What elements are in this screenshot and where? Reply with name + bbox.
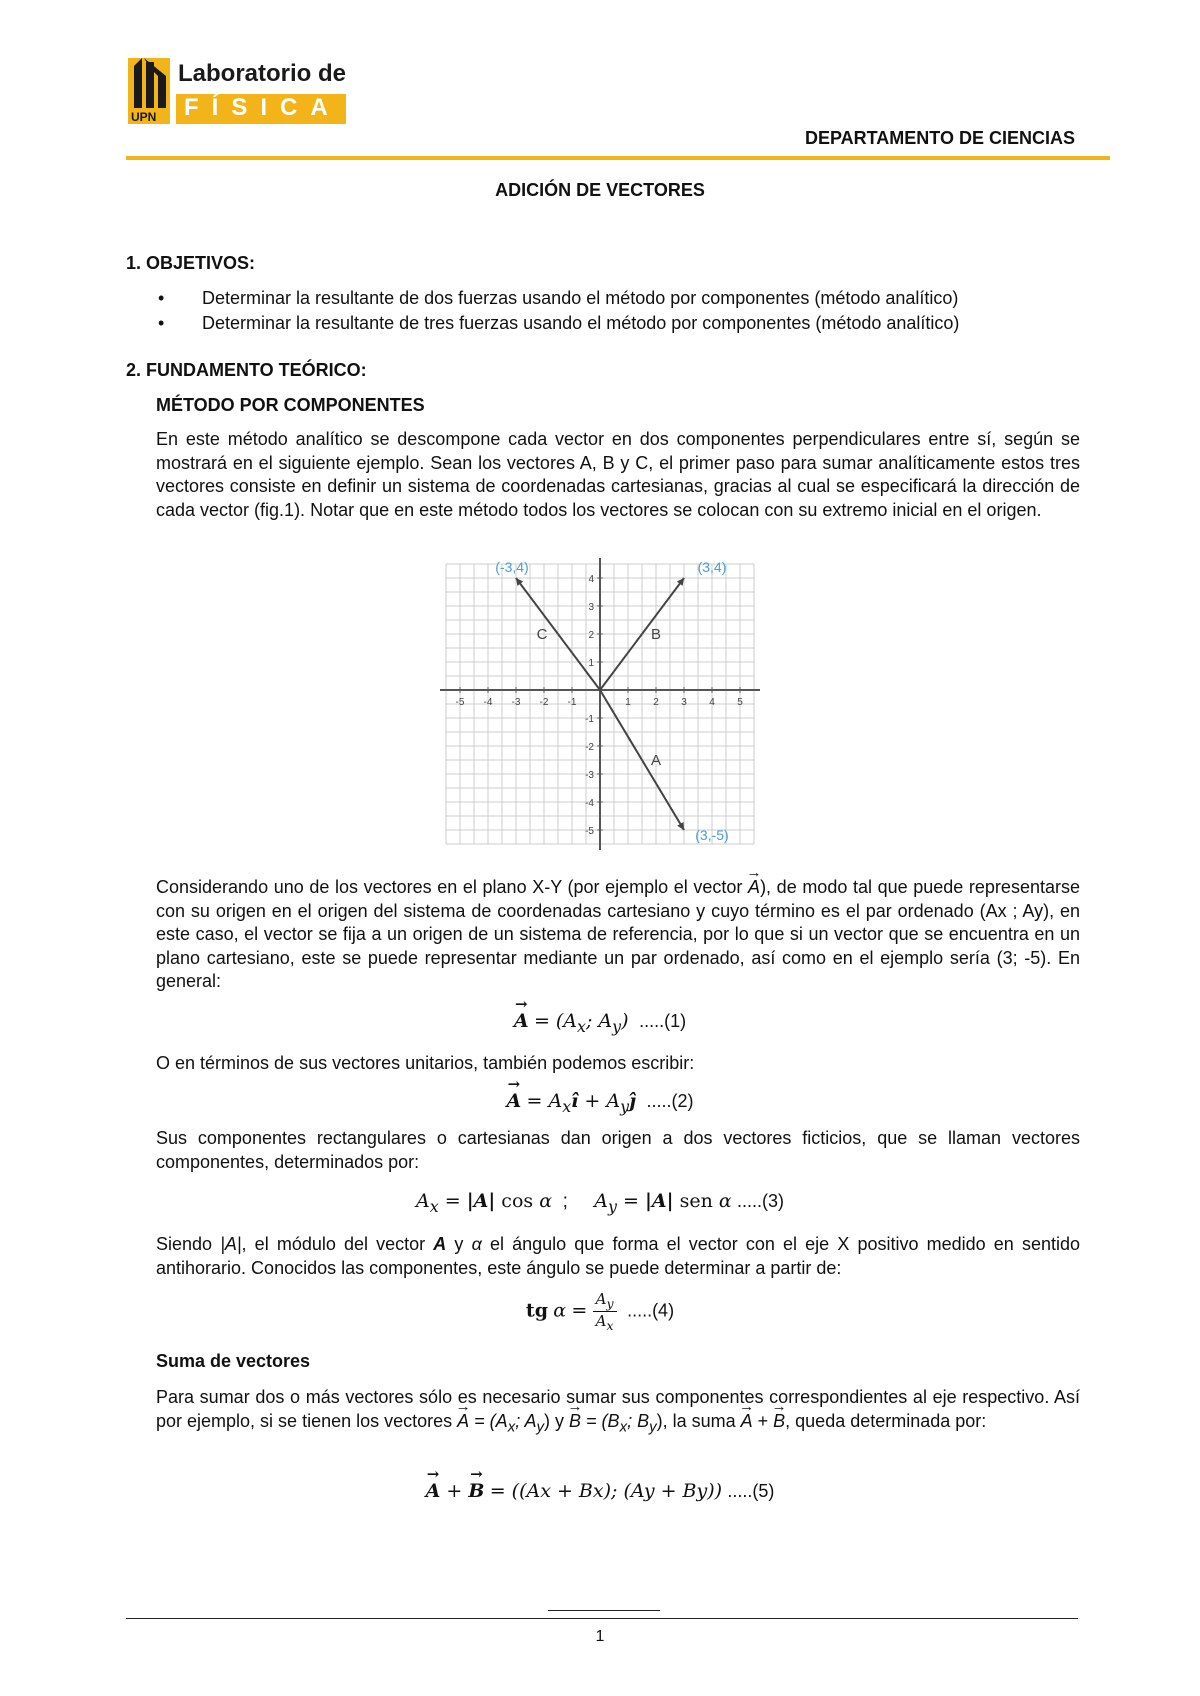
y-tick-label: -2 (585, 742, 594, 753)
logo-mark-text: UPN (131, 110, 157, 124)
x-tick-label: 5 (737, 697, 743, 708)
x-tick-label: 4 (709, 697, 715, 708)
equation-1: → $A = (A_x$; $A_y$) .....(1) (0, 1010, 1200, 1036)
x-tick-label: -3 (511, 697, 521, 708)
section-objetivos-heading: 1. OBJETIVOS: (126, 253, 256, 273)
y-tick-label: 3 (588, 602, 594, 613)
equation-2: → $A = A_xî$ + $A_yĵ$ .....(2) (0, 1090, 1200, 1116)
x-tick-label: -1 (567, 697, 577, 708)
page-title: ADICIÓN DE VECTORES (495, 180, 705, 200)
equation-5: → A + → B = ((Ax + Bx); (Ay + By)) .....(5) (0, 1480, 1200, 1503)
x-tick-label: 2 (653, 697, 659, 708)
paragraph-siendo: Siendo |A|, el módulo del vector A y α el ángulo que forma el vector con el eje X positivo medido en sentido antihorario. Conocidos las componentes, este ángulo se puede determinar a partir de: (156, 1234, 1080, 1278)
x-tick-label: -4 (483, 697, 493, 708)
vector-endpoint-label: (-3,4) (495, 559, 529, 575)
y-tick-label: -1 (585, 714, 594, 725)
vector-endpoint-label: (3,-5) (695, 827, 729, 843)
list-item: • Determinar la resultante de tres fuerzas usando el método por componentes (método analítico) (158, 313, 960, 333)
x-tick-label: 3 (681, 697, 687, 708)
paragraph-componentes: Sus componentes rectangulares o cartesianas dan origen a dos vectores ficticios, que se llaman vectores componentes, determinados por: (156, 1128, 1080, 1172)
page-number: 1 (595, 1628, 605, 1645)
paragraph-suma: Para sumar dos o más vectores sólo es necesario sumar sus componentes correspondientes al eje respectivo. Así por ejemplo, si se tienen los vectores → $A = (A_x$; $A_y$) $y \to B = (B_x$; $B_y$), la suma → A + → B, queda determinada por: (156, 1386, 1080, 1439)
x-tick-label: -2 (539, 697, 549, 708)
footer-divider (126, 1618, 1078, 1619)
paragraph-unitarios: O en términos de sus vectores unitarios, también podemos escribir: (156, 1053, 695, 1073)
paragraph-intro: En este método analítico se descompone cada vector en dos componentes perpendiculares entre sí, según se mostrará en el siguiente ejemplo. Sean los vectores A, B y C, el primer paso para sumar analíticamente estos tres vectores consiste en definir un sistema de coordenadas cartesianas, gracias al cual se especificará la dirección de cada vector (fig.1). Notar que en este método todos los vectores se colocan con su extremo inicial en el origen. (156, 429, 1080, 520)
y-tick-label: -5 (585, 826, 594, 837)
y-tick-label: 1 (588, 658, 594, 669)
y-tick-label: 4 (588, 574, 594, 585)
vector-chart (440, 558, 768, 850)
logo-title: Laboratorio de (178, 60, 347, 87)
department-label: DEPARTAMENTO DE CIENCIAS (804, 128, 1075, 148)
paragraph-considerando: Considerando uno de los vectores en el plano X-Y (por ejemplo el vector → A), de modo tal que puede representarse con su origen en el origen del sistema de coordenadas cartesiano y cuyo término es el par ordenado (Ax ; Ay), en este caso, el vector se fija a un origen de un sistema de referencia, por lo que si un vector que se encuentra en un plano cartesiano, este se puede representar mediante un par ordenado, así como en el ejemplo sería (3; -5). En general: (156, 876, 1080, 994)
metodo-heading: MÉTODO POR COMPONENTES (156, 395, 425, 415)
equation-3: $A_x = |A|$ cos α ; $A_y = |A|$ sen α .....(3) (416, 1190, 784, 1216)
vector-name-label: B (650, 626, 662, 643)
y-tick-label: -4 (585, 798, 594, 809)
footer-short-rule (548, 1610, 660, 1611)
y-tick-label: -3 (585, 770, 594, 781)
header-divider (126, 156, 1110, 160)
suma-heading: Suma de vectores (156, 1351, 311, 1371)
y-tick-label: 2 (588, 630, 594, 641)
vector-name-label: C (536, 626, 548, 643)
vector-endpoint-label: (3,4) (697, 559, 727, 575)
logo-subtitle: FÍSICA (184, 94, 341, 121)
section-fundamento-heading: 2. FUNDAMENTO TEÓRICO: (126, 360, 367, 380)
list-item: • Determinar la resultante de dos fuerzas usando el método por componentes (método analítico) (158, 288, 959, 308)
x-tick-label: -5 (455, 697, 465, 708)
equation-4: tg α = $\frac{A_y}{A_x}$ .....(4) (525, 1290, 675, 1333)
vector-name-label: A (650, 752, 662, 769)
logo (128, 58, 368, 136)
objetivos-list (156, 286, 1086, 336)
x-tick-label: 1 (625, 697, 631, 708)
